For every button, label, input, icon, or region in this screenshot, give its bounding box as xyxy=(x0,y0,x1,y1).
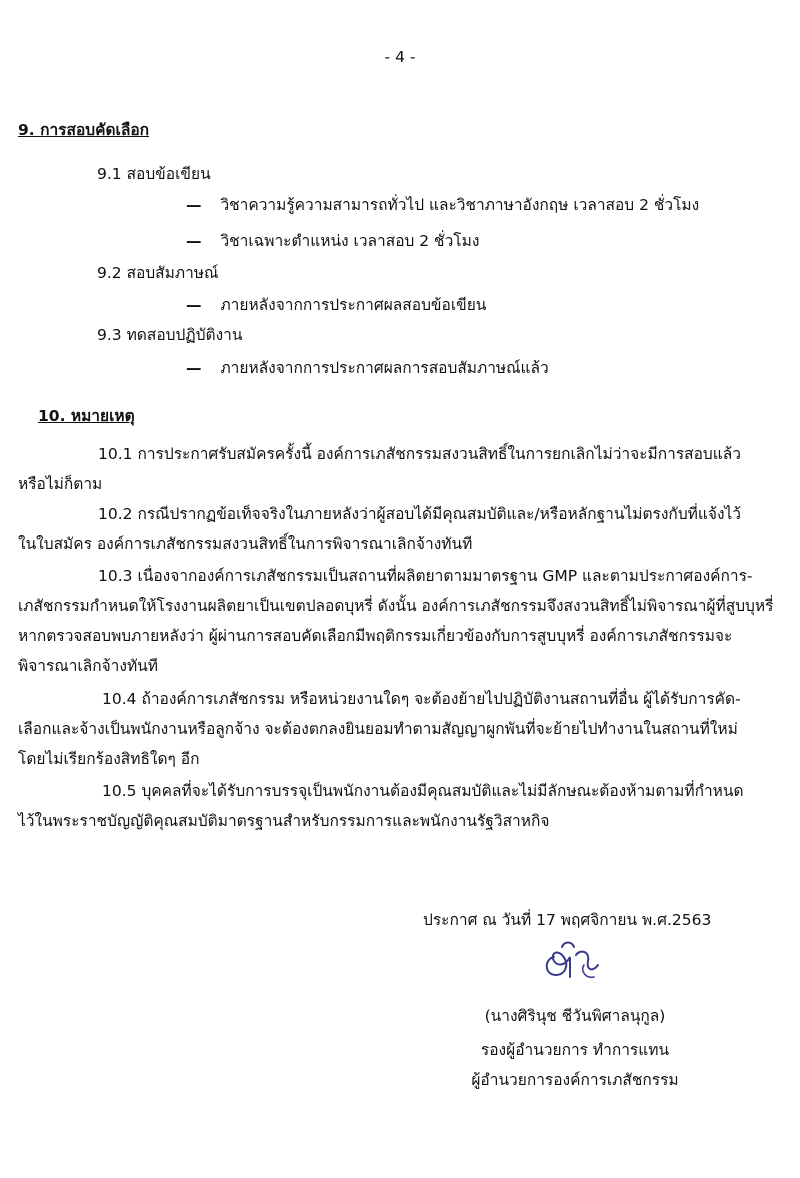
dash-bullet: — xyxy=(186,196,202,214)
dash-bullet: — xyxy=(186,232,202,250)
para-10-3-line-2: เภสัชกรรมกำหนดให้โรงงานผลิตยาเป็นเขตปลอดบุหรี่ ดังนั้น องค์การเภสัชกรรมจึงสงวนสิทธิ์ไม่พิจารณาผู้ที่สูบบุหรี่ xyxy=(18,597,774,615)
sub-text: ภายหลังจากการประกาศผลสอบข้อเขียน xyxy=(220,296,487,314)
para-10-2-line-1: 10.2 กรณีปรากฏข้อเท็จจริงในภายหลังว่าผู้สอบได้มีคุณสมบัติและ/หรือหลักฐานไม่ตรงกับที่แจ้งไว้ xyxy=(98,505,742,523)
section-9-heading: 9. การสอบคัดเลือก xyxy=(18,121,150,139)
signatory-name: (นางศิรินุช ชีวันพิศาลนุกูล) xyxy=(484,1007,666,1025)
item-9-1-sub-2 xyxy=(186,228,479,253)
para-10-2-line-2: ในใบสมัคร องค์การเภสัชกรรมสงวนสิทธิ์ในการพิจารณาเลิกจ้างทันที xyxy=(18,535,473,553)
item-9-1-label: 9.1 สอบข้อเขียน xyxy=(97,165,211,183)
para-10-1-line-1: 10.1 การประกาศรับสมัครครั้งนี้ องค์การเภสัชกรรมสงวนสิทธิ์ในการยกเลิกไม่ว่าจะมีการสอบแล้ว xyxy=(98,445,741,463)
sub-text: ภายหลังจากการประกาศผลการสอบสัมภาษณ์แล้ว xyxy=(220,359,549,377)
para-10-3-line-1: 10.3 เนื่องจากองค์การเภสัชกรรมเป็นสถานที่ผลิตยาตามมาตรฐาน GMP และตามประกาศองค์การ- xyxy=(98,567,753,585)
sub-text: วิชาความรู้ความสามารถทั่วไป และวิชาภาษาอังกฤษ เวลาสอบ 2 ชั่วโมง xyxy=(220,196,700,214)
para-10-5-line-1: 10.5 บุคคลที่จะได้รับการบรรจุเป็นพนักงานต้องมีคุณสมบัติและไม่มีลักษณะต้องห้ามตามที่กำหนด xyxy=(102,782,744,800)
item-9-1-sub-1 xyxy=(186,192,699,217)
para-10-1-line-2: หรือไม่ก็ตาม xyxy=(18,475,103,493)
announcement-date: ประกาศ ณ วันที่ 17 พฤศจิกายน พ.ศ.2563 xyxy=(423,911,712,929)
para-10-4-line-3: โดยไม่เรียกร้องสิทธิใดๆ อีก xyxy=(18,750,200,768)
para-10-3-line-3: หากตรวจสอบพบภายหลังว่า ผู้ผ่านการสอบคัดเลือกมีพฤติกรรมเกี่ยวข้องกับการสูบบุหรี่ องค์การเภสัชกรรมจะ xyxy=(18,627,733,645)
dash-bullet: — xyxy=(186,359,202,377)
para-10-3-line-4: พิจารณาเลิกจ้างทันที xyxy=(18,657,158,675)
dash-bullet: — xyxy=(186,296,202,314)
para-10-4-line-1: 10.4 ถ้าองค์การเภสัชกรรม หรือหน่วยงานใดๆ จะต้องย้ายไปปฏิบัติงานสถานที่อื่น ผู้ได้รับการคัด- xyxy=(102,690,741,708)
signatory-title-2: ผู้อำนวยการองค์การเภสัชกรรม xyxy=(471,1071,679,1089)
signatory-title-1: รองผู้อำนวยการ ทำการแทน xyxy=(480,1041,670,1059)
item-9-3-sub-1 xyxy=(186,355,549,380)
para-10-4-line-2: เลือกและจ้างเป็นพนักงานหรือลูกจ้าง จะต้องตกลงยินยอมทำตามสัญญาผูกพันที่จะย้ายไปทำงานในสถานที่ใหม่ xyxy=(18,720,738,738)
section-10-heading: 10. หมายเหตุ xyxy=(38,407,135,425)
page-number: - 4 - xyxy=(384,48,416,66)
item-9-2-label: 9.2 สอบสัมภาษณ์ xyxy=(97,264,219,282)
sub-text: วิชาเฉพาะตำแหน่ง เวลาสอบ 2 ชั่วโมง xyxy=(220,232,480,250)
item-9-3-label: 9.3 ทดสอบปฏิบัติงาน xyxy=(97,326,243,344)
item-9-2-sub-1 xyxy=(186,292,486,317)
handwritten-signature-icon xyxy=(540,935,610,989)
para-10-5-line-2: ไว้ในพระราชบัญญัติคุณสมบัติมาตรฐานสำหรับกรรมการและพนักงานรัฐวิสาหกิจ xyxy=(18,812,550,830)
